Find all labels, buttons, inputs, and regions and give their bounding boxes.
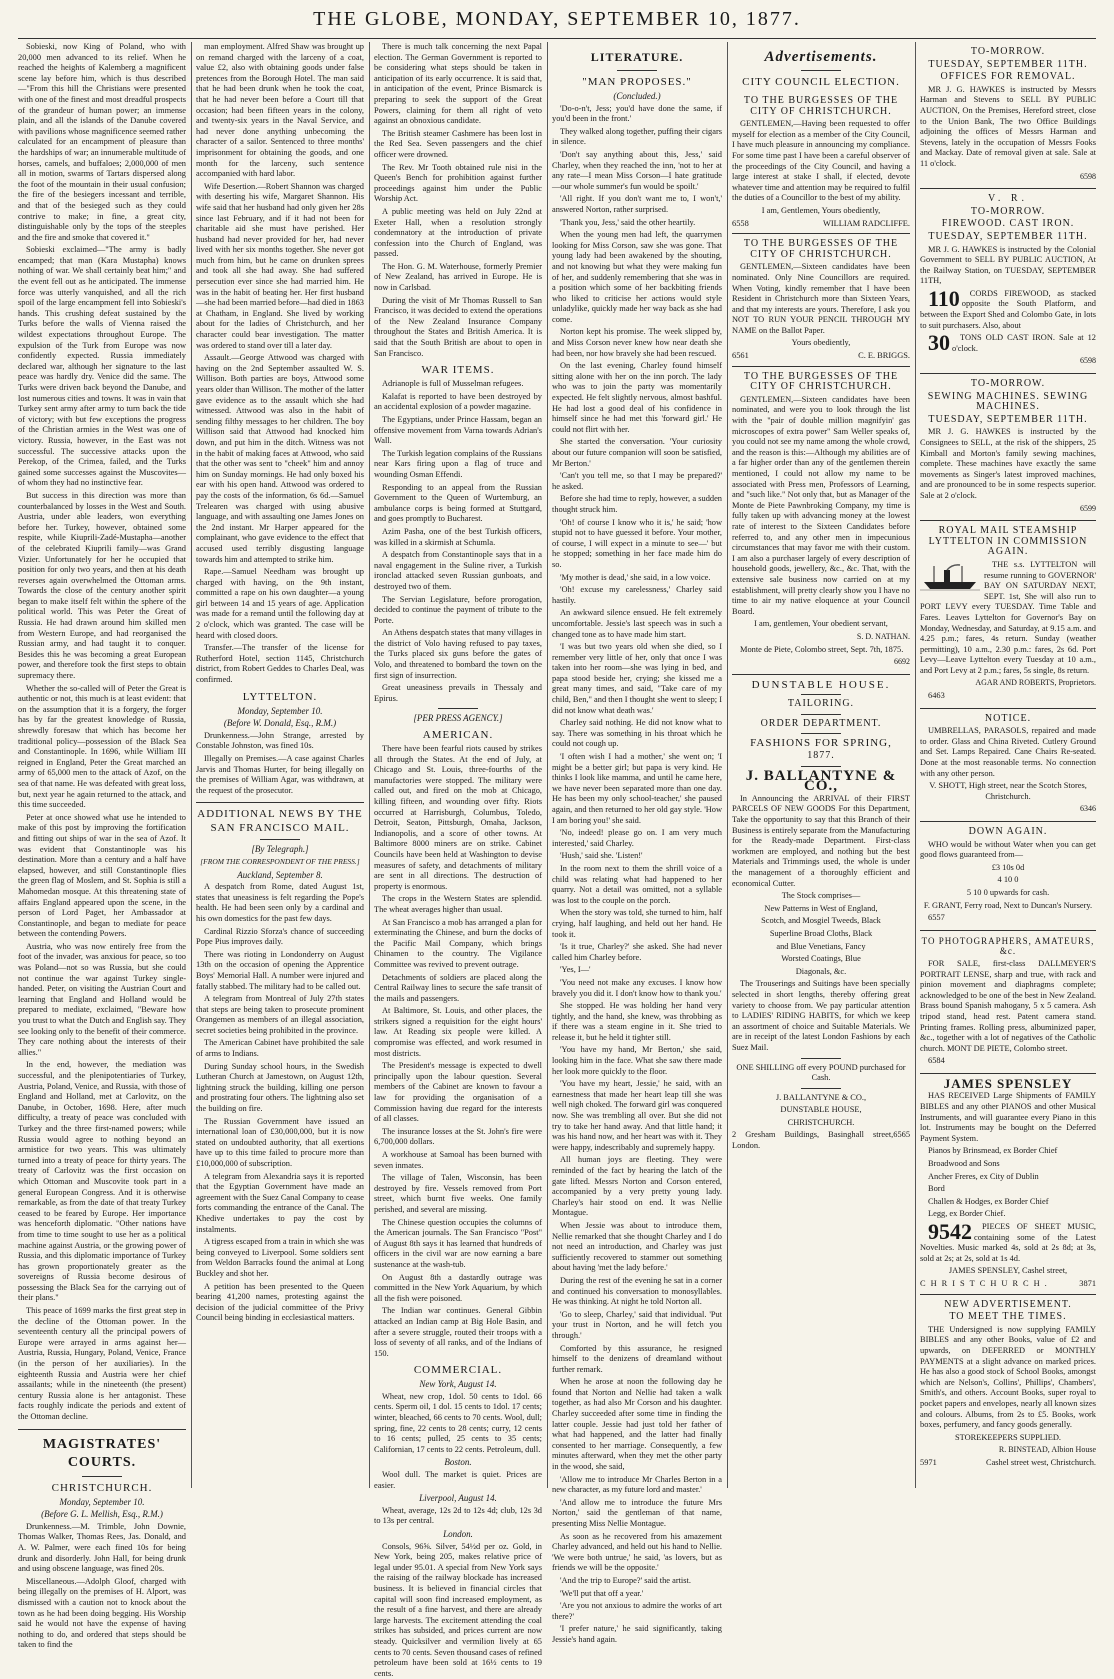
ad-sewing <box>920 374 1096 521</box>
ad-year: 1877. <box>807 750 835 762</box>
column-1 <box>18 42 186 1650</box>
ad-text: The Trouserings and Suitings have been specially selected in short lengths, thereby offering great variety to choose from. We pay particular attention to LADIES' RIDING HABITS, for which we keep an assortment of choice and Suitable Materials. We are in receipt of the latest London Fashions by each Suez Mail. <box>732 979 910 1052</box>
story-text <box>552 104 722 1646</box>
news-item: Responding to an appeal from the Russian Government to the Queen of Wurtemburg, an ambulance corps is being formed at Stuttgard, and goes promptly to Bucharest. <box>374 482 542 524</box>
steamship-icon <box>920 562 980 592</box>
stock-item: Diagonals, &c. <box>795 966 847 976</box>
article-paragraph: Sobieski, now King of Poland, who with 20,000 men advanced to its relief. When he reached the heights of Kalemberg a magnificent scene lay before him, which is thus described —"From this hill the Christians were presented with one of the finest and most dreadful prospects of the grandeur of human power; an immense plain, and all the islands of the Danube covered with pavilions whose magnificence seemed rather calculated for an encampment of pleasure than the hardships of war; an innumerable multitude of horses, camels, and buffaloes; 2,000,000 of men all in motion, swarms of Tartars dispersed along the foot of the mountain in their usual confusion; the fire of the besiegers incessant and terrible, and that of the besieged such as they could contrive to make; in fine, a great city, distinguishable only by the tops of the steeples and the fire and smoke that covered it." <box>18 42 186 242</box>
cords-number: 110 <box>928 285 960 311</box>
ad-text: GENTLEMEN,—Having been requested to offer myself for election as a member of the City Council, I have much pleasure in announcing my compliance. For some time past I have been a careful observer of the proceedings of the City Council, and having a large interest at stake I shall, if elected, devote whatever time and attention may be required to fulfil the duties of a Councillor to the best of my ability. <box>732 119 910 203</box>
stock-item: Worsted Coatings, Blue <box>781 954 861 964</box>
piano-item: Ancher Freres, ex City of Dublin <box>928 1171 1039 1181</box>
lyttelton-reports <box>196 731 364 797</box>
ad-text: HAS RECEIVED Large Shipments of FAMILY BIBLES and any other PIANOS and other Musical Instruments, and will guarantee every Piano in this lot. Instruments may be bought on the Deferred Payment System. <box>920 1091 1096 1143</box>
mail-from: [FROM THE CORRESPONDENT OF THE PRESS.] <box>200 856 360 866</box>
story-paragraph: 'Yes, I—' <box>560 965 591 975</box>
lyttelton-heading: LYTTELTON. <box>242 690 318 703</box>
story-paragraph: 'I was but two years old when she died, so I remember very little of her, only that once I was taken into her room—she was lying in bed, and papa stood beside her, crying; she kissed me a great many times, and said, "Take care of my child, Ben," and then I thought she went to sleep; I did not know what death was.' <box>552 642 722 715</box>
commercial-heading: COMMERCIAL. <box>413 1364 503 1377</box>
ad-tomorrow: TO-MORROW. <box>970 46 1046 57</box>
divider <box>801 733 841 734</box>
news-item: There have been fearful riots caused by strikes all through the States. At the end of July, at Chicago and St. Louis, three-fourths of the manufactories were stopped. The military were called out, and fired on the mob at Chicago, killing fifteen, and wounding over fifty. Riots occurred at Harrisburgh, Columbus, Toledo, Detroit, Seaton, Pittsburgh, Omaha, Jackson, Indianopolis, and a score of other towns. At Baltimore 8000 miners are on strike. Cabinet Councils have been held at Washington to devise measures of safety, and detachments of military are sent in all directions. The destruction of property is enormous. <box>374 744 542 891</box>
court-case: Assault.—George Attwood was charged with having on the 2nd September assaulted W. S. Willison. Both parties are boys, Attwood some years older than Willison. The mother of the latter gave evidence as to the assault which she had witnessed. Attwood was also in the habit of sending filthy messages to her children. The boy Willison said that Attwood had knocked him down, and put him in the ditch. Witness was not in the habit of making faces at Attwood, who said that the other was sent to "cheek" him and annoy him on Sunday mornings. He had only boxed his ear with his open hand. Attwood was ordered to pay the costs of the information, 6s 6d.—Samuel Trelearen was charged with using abusive language, and with assaulting one James Jones on the 2nd instant. Mr Harper appeared for the complainant, who gave evidence to the effect that accused used terribly disgusting language towards him and attempted to strike him. <box>196 353 364 564</box>
ad-heading: TO THE BURGESSES OF THE CITY OF CHRISTCHURCH. <box>743 95 899 117</box>
story-paragraph: She stopped. He was holding her hand very tightly, and the hand, she knew, was throbbing as if there was a steam engine in it. She tried to release it, but he held it tighter still. <box>552 1001 722 1042</box>
court-case: man employment. Alfred Shaw was brought up on remand charged with the larceny of a coat, value £2, also with obtaining goods under false pretences from the Borough Hotel. The man said that he had been drunk when he took the coat, that he had never been before a Court till that occasion; had been fifteen years in the colony, and twenty-six years in the Naval Service, and had never done anything unbecoming the character of a sailor. Sentenced to three months' imprisonment for obtaining the goods, and one month for the larceny, such sentence accompanied with hard labor. <box>196 42 364 179</box>
stock-list <box>732 904 910 978</box>
commercial-dateline: New York, August 14. <box>419 1379 497 1390</box>
divider <box>617 70 657 71</box>
liverpool-text: Wheat, average, 12s 2d to 12s 4d; club, 12s 3d to 13s per central. <box>374 1505 542 1526</box>
royal-cipher: V. R. <box>987 193 1029 205</box>
article-paragraph: Peter at once showed what use he intended to make of this post by improving the fortification and fitting out ships of war in the sea of Azof. It was evident that Constantinople was his destination. More than a century and a half have elapsed, however, and still Constantinople flies the green flag of Moslem, and St. Sophia is still a Mahomedan mosque. At this threatening state of affairs England appeared upon the scene, in the person of Lord Paget, her Ambassador at Constantinople, and began to mediate for peace between the contending Powers. <box>18 812 186 939</box>
divider <box>196 802 364 803</box>
article-paragraph: Sobieski exclaimed—"The army is badly encamped; that man (Kara Mustapha) knows nothing of war. We shall certainly beat him;" and the event fell out as he anticipated. The immense force was utterly vanquished, and all the rich spoil of the large encampment fell into Sobieski's hands. This crushing defeat sustained by the Turks before the walls of Vienna raised the wildest expectations throughout Europe. The expulsion of the Turk from Europe was now confidently expected. Russia immediately declared war, although her signature to the last peace was hardly dry. Venice did the same. The Turks were driven back beyond the Danube, and lost numerous cities and towns. It was in vain that Turkey sent army after army to turn back the tide of victory; with but few exceptions the progress of the Christian armies in the West was one of victory. Russia, however, in the East was not successful. The successive attacks upon the Perekop, of the Crimea, failed, and the Turks gained some successes against the Muscovites—of whom they had no instinctive fear. <box>18 245 186 488</box>
court-case: Miscellaneous.—Adolph Gloof, charged with being illegally on the premises of H. Alport, was dismissed with a caution not to knock about the town as he had been doing begging. His Worship said he would not have the expense of having nothing to do, and ordered that steps should be taken to find the <box>18 1576 186 1650</box>
news-item: A telegram from Montreal of July 27th states that steps are being taken to prosecute prominent Orangemen as members of an illegal association, secret societies being prohibited in the province. <box>196 994 364 1035</box>
ad-fashions: FASHIONS FOR SPRING, <box>750 737 892 750</box>
ad-ref: 6557 <box>928 913 945 923</box>
ad-ref: 5971 <box>920 1457 937 1467</box>
column-3 <box>374 42 542 1678</box>
masthead: THE GLOBE, MONDAY, SEPTEMBER 10, 1877. <box>313 8 801 30</box>
ad-signature: F. GRANT, Ferry road, Next to Duncan's Nursery. <box>923 900 1093 910</box>
news-item: The American Cabinet have prohibited the sale of arms to Indians. <box>196 1038 364 1059</box>
ad-text: GENTLEMEN,—Sixteen candidates have been nominated, and were you to look through the list with the "pair of double million magnifyin' gas microscopes of extra power" Sam Weller speaks of, you could not see my name among the whole crowd, and the reason is this:—Although my abilities are of a far higher order than any of the gentlemen therein mentioned, I could not allow my name to be associated with Press men, Professors of Learning, and "such like." Not only that, but as Manager of the Monte de Piete Pawnbroking Company, my time is fully taken up with advancing money at the lowest rate of interest to the Sixteen Candidates before referred to, and any other men in impecunious circumstances that may favor me with their custom. I am also a purchaser largely of every description of household goods, jewellery, &c., &c. That, with the extensive sale business now carried on at my establishment, will pretty clearly show you I have no time to air my native eloquence at your Council Board. <box>732 394 910 616</box>
news-item: Azim Pasha, one of the best Turkish officers, was killed in a skirmish at Schumla. <box>374 526 542 547</box>
ad-city: CHRISTCHURCH. <box>920 1278 1052 1288</box>
ad-signature: C. E. BRIGGS. <box>858 351 910 361</box>
courts-reports <box>18 1522 186 1651</box>
american-heading: AMERICAN. <box>422 729 494 742</box>
ad-text: THE Undersigned is now supplying FAMILY BIBLES and any other Books, value of £2 and upwards, on DEFERRED or MONTHLY PAYMENTS at a slight advance on marked prices. He has also a good stock of School Books, amongst which are Nelson's, Collins', Phillips', Chambers', Smith's, and others. Account Books, super royal to pocket papers and envelopes, nearly all known sizes and colours. Albums, from 2s to £5. Books, work boxes, perfumery, and fancy goods generally. <box>920 1324 1096 1430</box>
ad-ref: 6346 <box>1080 804 1096 814</box>
music-number: 9542 <box>928 1219 972 1244</box>
ad-ref: 6565 <box>893 1130 910 1140</box>
courts-bench: (Before G. L. Mellish, Esq., R.M.) <box>41 1509 163 1520</box>
ad-text: In Announcing the ARRIVAL of their FIRST PARCELS OF NEW GOODS For this Department, Take the opportunity to say that this Branch of their Business is entirely separate from the Manufacturing for the Ready-made Department. First-class workmen are employed, and nothing but the best Materials and Trimmings used, the whole is under the management of a thoroughly efficient and economical Cutter. <box>732 793 910 888</box>
american-items <box>374 744 542 1359</box>
article-paragraph: This peace of 1699 marks the first great step in the decline of the Ottoman power. In the seventeenth century all the principal powers of Europe were arrayed in arms against her—Austria, Russia, Hungary, Poland, Venice, France (in the person of her auxiliaries). In the eighteenth Russia and Austria were her chief assailants; while in the nineteenth (the present) century Russia alone is her antagonist. These facts roughly indicate the periods and extent of the Ottoman decline. <box>18 1306 186 1421</box>
court-case: Rape.—Samuel Needham was brought up charged with having, on the 9th instant, committed a rape on his own daughter—a young girl between 14 and 15 years of age. Application was made for a remand until the following day at 2 o'clock, which was granted. The case will be heard with closed doors. <box>196 567 364 640</box>
lyttelton-date: Monday, September 10. <box>237 705 323 716</box>
ad-ref: 6599 <box>1080 503 1096 513</box>
ad-heading: DOWN AGAIN. <box>968 826 1048 837</box>
ad-order: ORDER DEPARTMENT. <box>760 717 882 729</box>
story-paragraph: 'No, indeed! please go on. I am very much interested,' said Charley. <box>552 828 722 848</box>
ad-signature: R. BINSTEAD, Albion House <box>998 1445 1096 1455</box>
stock-item: Superline Broad Cloths, Black <box>769 928 873 938</box>
ad-close: Yours obediently, <box>791 338 851 348</box>
ad-heading: NOTICE. <box>984 712 1032 724</box>
ad-london: 2 Gresham Buildings, Basinghall street, London. <box>732 1130 894 1151</box>
news-item: Adrianople is full of Musselman refugees. <box>382 379 524 389</box>
boston-dateline: Boston. <box>444 1457 472 1468</box>
ad-briggs <box>732 234 910 367</box>
story-paragraph: During the rest of the evening he sat in a corner and continued his conversation to monosyllables. He was thinking. At night he told Norton all. <box>552 1275 722 1307</box>
ad-ref: 6598 <box>1080 356 1096 366</box>
ad-tomorrow: TO-MORROW. <box>970 378 1046 390</box>
ad-heading: TO MEET THE TIMES. <box>949 1311 1067 1323</box>
ad-heading: OFFICES FOR REMOVAL. <box>940 71 1076 83</box>
story-paragraph: 'And allow me to introduce the future Mrs Norton,' said the gentleman of that name, presenting Miss Nellie Montague. <box>552 1497 722 1528</box>
story-paragraph: 'I often wish I had a mother,' she went on; 'I might be a better girl; but papa is very kind. He thinks I look like mamma, and until he came here, we have never been separated more than one day. He has been my only school-teacher,' she paused again, and then returned to her old gay style. 'How I am boring you!' she said. <box>552 752 722 825</box>
ad-storekeepers: STOREKEEPERS SUPPLIED. <box>955 1432 1061 1442</box>
story-paragraph: All human joys are fleeting. They were reminded of the fact by hearing the latch of the gate lifted. Messrs Norton and Corson entered, accompanied by a very pretty young lady. Charley's hair stood on end. It was Nellie Montague. <box>552 1155 722 1218</box>
ad-nathan <box>732 367 910 675</box>
news-item: The Chinese question occupies the columns of the American journals. The San Francisco "Post" of August 8th says it has learned that hundreds of officers in the civil war are now earning a bare sustenance at the wash-tub. <box>374 1217 542 1269</box>
court-case: Drunkenness.—John Strange, arrested by Constable Johnston, was fined 10s. <box>196 730 364 751</box>
stock-item: Scotch, and Mosgiel Tweeds, Black <box>761 916 881 926</box>
tons-number: 30 <box>928 330 950 356</box>
ad-house: DUNSTABLE HOUSE, <box>780 1105 862 1115</box>
ad-tailoring: TAILORING. <box>787 698 855 710</box>
ad-signature: S. D. NATHAN. <box>856 631 910 641</box>
boston-text: Wool dull. The market is quiet. Prices are easier. <box>374 1470 542 1490</box>
piano-item: Broadwood and Sons <box>928 1159 1000 1169</box>
story-paragraph: Norton kept his promise. The week slipped by, and Miss Corson never knew how near death she had been, nor how bravely she had been rescued. <box>552 327 722 358</box>
ad-radcliffe <box>732 91 910 234</box>
cords-text: CORDS FIREWOOD, as stacked opposite the South Platform, and between the Export Shed and Colombo Gate, in lots to suit purchasers. Also, about <box>920 288 1096 330</box>
story-paragraph: 'We'll put that off a year.' <box>560 1588 644 1598</box>
election-heading: CITY COUNCIL ELECTION. <box>742 76 900 88</box>
divider <box>82 1476 122 1477</box>
news-item: At Baltimore, St. Louis, and other places, the strikers signed a requisition for the eight hours' law. At Reading six people were killed. A compromise was effected, and work resumed in most districts. <box>374 1006 542 1058</box>
story-paragraph: 'Is it true, Charley?' she asked. She had never called him Charley before. <box>552 942 722 962</box>
court-case: Drunkenness.—M. Trimble, John Downie, Thomas Walker, Thomas Rees, Jas. Donald, and A. W. Palmer, were each fined 10s for being drunk and disorderly. John Hall, for being drunk and using obscene language, was fined 20s. <box>18 1521 186 1574</box>
article-paragraph: In the end, however, the mediation was successful, and the plenipotentiaries of Turkey, Austria, Poland, Venice, and Russia, with those of England and Holland, met at Carlovitz, on the Danube, in October, 1698. Here, after much difficulty, a treaty of peace was concluded with Turkey and the three first-named powers; while Russia would agree to nothing beyond an armistice for two years. This was ultimately turned into a treaty of peace for thirty years. The treaty of Carlovitz was the first occasion on which Ottoman and Muscovite took part in a general European Congress. And it is otherwise remarkable, as from the date of that treaty Turkey ceased to be feared by Europe. Her importance was henceforth diplomatic. "Other nations have from time to time sought to use her as a political machine against Austria, or the growing power of Russia, and this diplomatic importance of Turkey has grown proportionately greater as the sovereigns of Russia become desirous of possessing the Black Sea for the carrying out of their plans." <box>18 1060 186 1303</box>
story-paragraph: 'You need not make any excuses. I know how bravely you did it. I don't know how to thank you.' <box>552 977 722 998</box>
story-paragraph: As soon as he recovered from his amazement Charley advanced, and held out his hand to Nellie. 'We were both untrue,' he said, 'as lovers, but as friends we will be the opposite.' <box>552 1531 722 1573</box>
story-paragraph: 'Allow me to introduce Mr Charles Berton in a new character, as my future lord and master.' <box>552 1474 722 1495</box>
story-paragraph: Before she had time to reply, however, a sudden thought struck him. <box>552 494 722 514</box>
ad-cash: ONE SHILLING off every POUND purchased for Cash. <box>736 1062 906 1083</box>
news-item: The insurance losses at the St. John's fire were 6,700,000 dollars. <box>374 1126 542 1147</box>
ad-dunstable <box>732 675 910 1156</box>
news-item: The Rev. Mr Tooth obtained rule nisi in the Queen's Bench for prohibition against further proceedings against him under the Public Worship Act. <box>374 162 542 204</box>
story-paragraph: When Jessie was about to introduce them, Nellie remarked that she thought Charley and I do not need an introduction, and Charley was just sufficiently recovered to stammer out something about having 'met the lady before.' <box>552 1220 722 1273</box>
ad-tomorrow: TO-MORROW. <box>970 205 1046 217</box>
story-paragraph: 'And the trip to Europe?' said the artist. <box>560 1575 691 1585</box>
mail-items <box>196 882 364 1324</box>
courts-continued <box>196 42 364 686</box>
divider <box>801 1088 841 1089</box>
price-list <box>920 863 1096 899</box>
music-text: PIECES OF SHEET MUSIC, containing some of the Latest Novelties. Music marked 4s, sold at 2s 8d; at 3s, sold at 2s; at 2s, sold at 1s 4d. <box>920 1222 1096 1263</box>
war-items <box>374 379 542 704</box>
news-item: The Hon. G. M. Waterhouse, formerly Premier of New Zealand, has arrived in Europe. He is now in Carlsbad. <box>374 261 542 293</box>
piano-item: Challen & Hodges, ex Border Chief <box>928 1196 1049 1206</box>
divider <box>801 1058 841 1059</box>
liverpool-dateline: Liverpool, August 14. <box>419 1493 497 1504</box>
mail-heading: ADDITIONAL NEWS BY THE SAN FRANCISCO MAIL. <box>197 808 363 835</box>
column-rule <box>727 42 728 1488</box>
courts-date: Monday, September 10. <box>59 1496 145 1507</box>
news-item: A telegram from Alexandria says it is reported that the Egyptian Government have made an agreement with the Suez Canal Company to cease forts commanding the entrance of the Canal. The Khedive undertakes to pay the cost by instalments. <box>196 1171 364 1234</box>
story-paragraph: When he arose at noon the following day he found that Norton and Nellie had taken a walk together, as had also Mr Corson and his daughter. Charley succeeded after some time in finding the latter couple. Jessie had just told her father of what had happened, and the latter had finally consented to her marriage. Consequently, a few minutes afterward, when they met the other party in the wood, she said, <box>552 1377 722 1472</box>
news-item: There is much talk concerning the next Papal election. The German Government is reported to be considering what steps should be taken in anticipation of its early occurrence. It is said that, in anticipation of the event, Prince Bismarck is preparing to seek the support of the Great Powers, claiming for them all right of veto against an obnoxious candidate. <box>374 42 542 126</box>
story-paragraph: 'Do-o-n't, Jess; you'd have done the same, if you'd been in the front.' <box>552 103 722 124</box>
news-item: The Indian war continues. General Gibbin attacked an Indian camp at Big Hole Basin, and after a severe struggle, routed their troops with a loss of seventy of all ranks, and of the Indians of 150. <box>374 1306 542 1358</box>
stock-item: New Patterns in West of England, <box>764 903 878 913</box>
story-paragraph: When the story was told, she turned to him, half crying, half laughing, and held out her hand. He took it. <box>552 908 722 939</box>
news-item: On August 8th a dastardly outrage was committed in the New York Aquarium, by which all the fish were poisoned. <box>374 1272 542 1303</box>
news-item: A petition has been presented to the Queen bearing 41,200 names, protesting against the decision of the judicial committee of the Privy Council being binding in ecclesiastical matters. <box>196 1281 364 1323</box>
piano-item: Pianos by Brinsmead, ex Border Chief <box>928 1146 1058 1156</box>
story-paragraph: They walked along together, puffing their cigars in silence. <box>552 126 722 147</box>
ad-photographers <box>920 931 1096 1074</box>
ad-place: Monte de Piete, Colombo street, Sept. 7th, 1875. <box>740 644 904 654</box>
story-paragraph: 'Thank you, Jess,' said the other heartily. <box>560 217 696 227</box>
ad-ref: 3871 <box>1079 1278 1096 1288</box>
news-item: The village of Talen, Wisconsin, has been destroyed by fire. Vessels removed from Port street, which burnt five weeks. One family perished, and several are missing. <box>374 1173 542 1214</box>
advertisements-heading: Advertisements. <box>764 49 878 65</box>
magistrates-heading: MAGISTRATES' COURTS. <box>42 1436 162 1470</box>
ad-heading: SEWING MACHINES. SEWING MACHINES. <box>927 390 1089 413</box>
ad-text: UMBRELLAS, PARASOLS, repaired and made to order. Glass and China Riveted. Cutlery Ground and Set. Lamps Repaired. Cane Chairs Re-seated. Done at the most reasonable terms. No connection with any other person. <box>920 726 1096 778</box>
mail-continued <box>374 42 542 359</box>
story-paragraph: In the room next to them the shrill voice of a child was relating what had happened to her quarry. Not a detail was omitted, not a syllable was lost to the couple on the porch. <box>552 863 722 905</box>
ad-text: MR J. G. HAWKES is instructed by the Consignees to SELL, at the risk of the shippers, 25 Kimball and Morton's family sewing machines, complete. These machines have exactly the same movements as Singer's latest improved machines, and are pronounced to be in some respects superior. Sale at 2 o'clock. <box>920 427 1096 500</box>
story-paragraph: 'All right. If you don't want me to, I won't,' answered Norton, rather surprised. <box>552 194 722 214</box>
column-5 <box>732 42 910 1488</box>
ad-heading: FIREWOOD. CAST IRON. <box>941 218 1075 230</box>
story-paragraph: When the young men had left, the quarrymen looking for Miss Corson, saw she was gone. That young lady had been awakened by the shouting, and not knowing but what they were making fun of her, and suddenly remembering that she was in a position which some of her backbiting friends who liked to criticise her actions would style unladylike, quickly made her way back as she had come. <box>552 230 722 324</box>
news-item: The Egyptians, under Prince Hassam, began an offensive movement from Varna towards Adrian's Wall. <box>374 415 542 446</box>
news-item: A tigress escaped from a train in which she was being conveyed to Liverpool. Some soldiers sent from Weldon Barracks found the animal at Long Buckley and shot her. <box>196 1237 364 1278</box>
divider <box>18 1429 186 1430</box>
story-paragraph: An awkward silence ensued. He felt extremely uncomfortable. Jessie's last speech was in such a changed tone as to have made him start. <box>552 608 722 639</box>
press-agency: [PER PRESS AGENCY.] <box>413 713 503 724</box>
piano-list <box>920 1146 1096 1220</box>
divider <box>801 70 841 71</box>
divider <box>801 714 841 715</box>
ad-spensley <box>920 1074 1096 1295</box>
column-2 <box>196 42 364 1488</box>
ad-ref: 6598 <box>1080 171 1096 181</box>
price-item: 4 10 0 <box>997 875 1019 885</box>
ad-city: CHRISTCHURCH. <box>787 1117 855 1127</box>
ad-heading: TO THE BURGESSES OF THE CITY OF CHRISTCHURCH. <box>743 370 899 393</box>
story-paragraph: On the last evening, Charley found himself sitting alone with her on the inn porch. The lady who was to join the party was momentarily expected. He felt slightly nervous, almost bashful. He had lost a good deal of his confidence in himself since he had met this 'forward girl.' He could not flirt with her. <box>552 361 722 434</box>
ad-ref: 6463 <box>928 691 945 701</box>
story-concluded: (Concluded.) <box>613 91 661 101</box>
ad-heading: TO THE BURGESSES OF THE CITY OF CHRISTCHURCH. <box>743 238 899 260</box>
ad-heading: TO PHOTOGRAPHERS, AMATEURS, &c. <box>921 935 1095 957</box>
ad-ref: 6561 <box>732 351 749 361</box>
mail-dateline: Auckland, September 8. <box>237 869 323 880</box>
ad-ref: 6558 <box>732 218 749 228</box>
ad-text: MR J. G. HAWKES is instructed by Messrs Harman and Stevens to SELL BY PUBLIC AUCTION, On the Premises, Hereford street, close to the Union Bank, The two Office Buildings adjoining the offices of Messrs Harman and Stevens, lately in the occupation of Messrs Fooks and Mackay. Date of removal given at sale. Sale at 11 o'clock. <box>920 84 1096 168</box>
story-paragraph: 'I prefer nature,' he said significantly, taking Jessie's hand again. <box>552 1624 722 1644</box>
masthead-rule <box>18 38 1096 39</box>
story-title: "MAN PROPOSES." <box>582 76 692 88</box>
ad-date: TUESDAY, SEPTEMBER 11TH. <box>928 58 1088 70</box>
london-dateline: London. <box>443 1529 473 1539</box>
article-paragraph: Austria, who was now entirely free from the foot of the invader, was anxious for peace, so too was Poland—not so was Russia, but she could not continue the war against Turkey single-handed. Peter, on visiting the Austrian Court and learning that England and Holland would be prepared to mediate, exclaimed, "Beware how you trust to what the Dutch and English say. They see looking only to the benefit of their commerce. They care nothing about the interests of their allies." <box>18 941 186 1057</box>
story-paragraph: 'My mother is dead,' she said, in a low voice. <box>560 572 711 582</box>
ad-steamship <box>920 521 1096 709</box>
court-case: Transfer.—The transfer of the license for Rutherford Hotel, section 1145, Christchurch district, from Robert Geddes to Charles Deal, was confirmed. <box>196 643 364 685</box>
column-rule <box>915 42 916 1488</box>
news-item: A despatch from Constantinople says that in a naval engagement in the Suline river, a Turkish ironclad attacked seven Russian gunboats, and destroyed two of them. <box>374 550 542 591</box>
story-paragraph: 'Don't say anything about this, Jess,' said Charley, when they reached the inn, 'not to her at any rate—I mean Miss Corson—I hate gratitude—our whole summer's fun would be spoilt.' <box>552 149 722 191</box>
ad-close: I am, Gentlemen, Yours obediently, <box>761 205 881 215</box>
ad-stock: The Stock comprises— <box>781 891 861 901</box>
ad-offices-removal <box>920 42 1096 189</box>
story-paragraph: 'Are you not anxious to admire the works of art there?' <box>552 1601 722 1621</box>
ad-date: TUESDAY, SEPTEMBER 11TH. <box>928 413 1088 425</box>
ad-close: I am, gentlemen, Your obedient servant, <box>754 619 888 629</box>
news-item: During the visit of Mr Thomas Russell to San Francisco, it was decided to extend the operations of the New Zealand Insurance Company throughout the States and British America. It is said that the South British are about to open in San Francisco. <box>374 295 542 358</box>
ad-signature: V. SHOTT, High street, near the Scotch Stores, Christchurch. <box>929 781 1087 801</box>
news-item: An Athens despatch states that many villages in the district of Volo having refused to pay taxes, the Turks placed six guns before the gates of Volo, and threatened to bombard the town on the first sign of insurrection. <box>374 628 542 680</box>
price-item: £3 10s 0d <box>991 862 1025 872</box>
column-4 <box>552 42 722 1644</box>
news-item: The Servian Legislature, before prorogation, decided to continue the payment of tribute to the Porte. <box>374 594 542 625</box>
story-paragraph: 'Can't you tell me, so that I may be prepared?' he asked. <box>552 471 722 491</box>
column-6 <box>920 42 1096 1488</box>
ad-ref: 6584 <box>928 1056 945 1066</box>
article-paragraph: Whether the so-called will of Peter the Great is authentic or not, this much is at least evident: that on the assumption that it is a forgery, the forger has by far the greatest knowledge of Russia, shrewdly foresaw that which has become her traditional policy—possession of the Black Sea and Constantinople. In 1696, while William III reigned in England, Peter the Great marched an army of 65,000 men to the attack of Azof, on the sea of that name. He was defeated with great loss, but, next year he again returned to the attack, and this time succeeded. <box>18 683 186 810</box>
lyttelton-bench: (Before W. Donald, Esq., R.M.) <box>223 718 337 729</box>
ad-new: NEW ADVERTISEMENT. <box>944 1298 1072 1310</box>
news-item: A workhouse at Samoal has been burned with seven inmates. <box>374 1150 542 1170</box>
news-item: The crops in the Western States are splendid. The wheat averages higher than usual. <box>374 894 542 914</box>
divider <box>438 708 478 709</box>
ad-signature: JAMES SPENSLEY, Cashel street, <box>948 1266 1068 1276</box>
ad-text: GENTLEMEN,—Sixteen candidates have been nominated. Only Nine Councillors are required. When Voting, kindly remember that I have been Resident in Christchurch more than Sixteen Years, and that my interests are yours. Therefore, I ask you NOT TO RUN YOUR PENCIL THROUGH MY NAME on the Ballot Paper. <box>732 262 910 335</box>
tons-text: TONS OLD CAST IRON. Sale at 12 o'clock. <box>952 333 1096 353</box>
news-item: The Turkish legation complains of the Russians near Kars firing upon a flag of truce and wounding Osman Effendi. <box>374 448 542 479</box>
ad-binstead <box>920 1295 1096 1473</box>
ad-address: Cashel street west, Christchurch. <box>985 1457 1096 1467</box>
stock-item: and Blue Venetians, Fancy <box>776 941 866 951</box>
ad-signature: WILLIAM RADCLIFFE. <box>822 218 910 228</box>
story-paragraph: 'Go to sleep, Charley,' said that individual. 'Put your trust in Norton, and he will fetch you through.' <box>552 1309 722 1340</box>
piano-item: Bord <box>928 1184 945 1194</box>
article-paragraph: But success in this direction was more than counterbalanced by losses in the West and South. Austria, under able leaders, won everything before her. Turkey, however, obtained some respite, while Kiuprili-Zadé-Mustapha—another of the celebrated Kiuprili family—was Grand Vizier. Unfortunately for her he occupied that position for only two years, and then at his death reverses again overwhelmed the Ottoman arms. Towards the close of the century another spirit began to make itself felt within the sphere of the political world. This was Peter the Great of Russia. He had drawn around him skilled men from Western Europe, and had reorganised the Russian army, and had taught it to conquer. Besides this he was becoming a great European power, and therefore took the first steps to obtain supremacy there. <box>18 490 186 681</box>
mail-sub: [By Telegraph.] <box>251 844 309 855</box>
ad-signature: AGAR AND ROBERTS, Proprietors. <box>975 678 1096 688</box>
column-rule <box>191 42 192 1488</box>
story-paragraph: Comforted by this assurance, he resigned himself to the denizens of dreamland without further remark. <box>552 1343 722 1374</box>
news-item: A despatch from Rome, dated August 1st, states that uneasiness is felt regarding the Pope's health. He had been seen only by a cardinal and his own domestics for the past few days. <box>196 882 364 923</box>
ad-date: TUESDAY, SEPTEMBER 11TH. <box>928 230 1088 242</box>
divider <box>801 694 841 695</box>
news-item: The Russian Government have issued an international loan of £30,000,000, but it is now stated on undoubted authority, that all exertions have up to this time failed to procure more than £10,000,000 of subscription. <box>196 1116 364 1168</box>
story-paragraph: Charley said nothing. He did not know what to say. There was something in his throat which he could not cough up. <box>552 718 722 749</box>
column-rule <box>369 42 370 1488</box>
news-item: Kalafat is reported to have been destroyed by an accidental explosion of a powder magazine. <box>374 391 542 412</box>
divider <box>260 839 300 840</box>
price-item: 5 10 0 upwards for cash. <box>966 887 1050 897</box>
ad-text: THE s.s. LYTTELTON will resume running to GOVERNOR' BAY ON SATURDAY NEXT, SEPT. 1st, She will also run to PORT LEVY every TUESDAY. Time Table and Fares. Leaves Lyttelton for Governor's Bay on Monday, Wednesday, and Saturday, at 9.15 a.m. and 4.25 p.m.; fares, 4s return. Sunday (weather permitting), 10 a.m., 2.30 p.m.: fares, 2s 6d. Port Levy—Leave Lyttelton every Tuesday at 10 a.m., and Port Levy at 2 p.m.; fares, 5s single, 8s return. <box>920 559 1096 675</box>
news-item: The British steamer Cashmere has been lost in the Red Sea. Seven passengers and the chief officer were drowned. <box>374 128 542 159</box>
story-paragraph: She started the conversation. 'Your curiosity about our future companion will soon be satisfied, Mr Berton.' <box>552 437 722 468</box>
news-item: Cardinal Rizzio Sforza's chance of succeeding Pope Pius improves daily. <box>196 926 364 947</box>
news-item: Detachments of soldiers are placed along the Central Railway lines to secure the safe transit of the mails and passengers. <box>374 972 542 1003</box>
ad-umbrellas <box>920 709 1096 822</box>
ad-signature: J. BALLANTYNE & CO., <box>775 1092 867 1102</box>
news-item: There was rioting in Londonderry on August 13th on the occasion of opening the Apprentice Boys' Memorial Hall. A number were injured and fatally stabbed. The military had to be called out. <box>196 949 364 991</box>
ad-firm: J. BALLANTYNE & CO., <box>745 767 897 795</box>
commercial-items <box>374 1392 542 1456</box>
piano-item: Legg, ex Border Chief. <box>928 1209 1006 1219</box>
story-paragraph: 'Oh! excuse my carelessness,' Charley said hastily. <box>552 585 722 605</box>
london-text: Consols, 96⅝. Silver, 54½d per oz. Gold, in New York, being 205, makes relative price of legal under 95.01. A special from New York says the raising of the railway blockade has increased business. It is believed in financial circles that capital will soon find increased employment, as the result of a fine harvest, and there are already large harvests. The excitement attending the coal strikes has subsided, and prices current are now steady. Quicksilver and vermilion lively at 65 cents to 70 cents. Seven thousand cases of refined petroleum have been sold at 16½ cents to 19 cents. <box>374 1541 542 1678</box>
column-rule <box>547 42 548 1488</box>
court-case: Wife Desertion.—Robert Shannon was charged with deserting his wife, Margaret Shannon. His wife said that her husband had only given her 28s since last February, and if it had not been for charitable aid she must have perished. Her husband had never provided for her, had never lived with her six months together. She never got much from him, but he came on drunken sprees and took all she had away. She had suffered persecution ever since she had married him. He was in the habit of beating her. Her first husband—she had been married before—had died in 1863 at Chatham, in England. She lived by working about for the ladies of Christchurch, and her character could bear investigation. The matter was ordered to stand over till a later day. <box>196 181 364 350</box>
war-heading: WAR ITEMS. <box>421 364 495 377</box>
history-article <box>18 42 186 1423</box>
ad-text: FOR SALE, first-class DALLMEYER'S PORTRAIT LENSE, sharp and true, with rack and pinion movement and diaphragms complete; acknowledged to be one of the best in New Zealand. Brass bound Spanish mahogany, 5 x 5 camera. Ash tripod stand, head rest. Patent camera stand. Printing frames. Rolling press, albuminized paper, &c., together with a lot of negatives of the Catholic church. MONT DE PIETE, Colombo street. <box>920 958 1096 1053</box>
ad-text: MR J. G. HAWKES is instructed by the Colonial Government to SELL BY PUBLIC AUCTION, At the Railway Station, on TUESDAY, SEPTEMBER 11TH, <box>920 244 1096 286</box>
ad-heading: ROYAL MAIL STEAMSHIP LYTTELTON IN COMMISSION AGAIN. <box>928 525 1088 558</box>
courts-place: CHRISTCHURCH. <box>51 1481 153 1494</box>
court-case: Illegally on Premises.—A case against Charles Jarvis and Thomas Hurter, for being illegally on the premises of William Agar, was withdrawn, at the request of the prosecutor. <box>196 754 364 795</box>
news-item: A public meeting was held on July 22nd at Exeter Hall, when a resolution strongly condemnatory at the introduction of private confession into the Church of England, was passed. <box>374 206 542 259</box>
story-paragraph: 'Oh! of course I know who it is,' he said; 'how stupid not to have guessed it before. Your mother, of course, I will expect in a minute to see—' but he stopped; something in her face made him do so. <box>552 517 722 569</box>
news-item: The President's message is expected to dwell principally upon the labour question. Several members of the Cabinet are known to favour a law for providing the organisation of a Commission having due regard for the interests of all classes. <box>374 1061 542 1124</box>
ad-firewood <box>920 189 1096 374</box>
market-report: Wheat, new crop, 1dol. 50 cents to 1dol. 66 cents. Sperm oil, 1 dol. 15 cents to 1dol. 17 cents; winter, bleached, 66 cents to 70 cents. Wool, dull; spring, fine, 22 cents to 28 cents; curry, 12 cents to 16 cents; pulled, 25 cents to 35 cents; Californian, 17 cents to 22 cents. Petroleum, dull. <box>374 1391 542 1454</box>
news-item: During Sunday school hours, in the Swedish Lutheran Church at Jamestown, on August 12th, lightning struck the building, killing one person and prostrating four others. The lightning also set the building on fire. <box>196 1061 364 1114</box>
divider <box>801 766 841 767</box>
story-paragraph: 'You have my hand, Mr Berton,' she said, looking him in the face. What she saw there made her look more quickly to the floor. <box>552 1045 722 1076</box>
ad-heading: DUNSTABLE HOUSE. <box>751 678 891 691</box>
ad-ref: 6692 <box>894 657 910 667</box>
news-item: At San Francisco a mob has arranged a plan for exterminating the Chinese, and burn the docks of the Pacific Mail Company, which brings Chinamen to the country. The Vigilance Committee was revived to prevent outrage. <box>374 917 542 969</box>
literature-heading: LITERATURE. <box>590 50 684 64</box>
ad-heading: JAMES SPENSLEY <box>943 1075 1073 1091</box>
ad-text: WHO would be without Water when you can get good flows guaranteed from— <box>920 839 1096 860</box>
story-paragraph: 'Hush,' said she. 'Listen!' <box>560 851 643 861</box>
ad-water <box>920 822 1096 931</box>
news-item: Great uneasiness prevails in Thessaly and Epirus. <box>374 683 542 703</box>
story-paragraph: 'You have my heart, Jessie,' he said, with an earnestness that made her heart leap till she was well nigh choked. The forward girl was conquered now. She was trembling all over. But she did not try to take her hand away. And that little hand; it was his hand now, and her heart was with it. They were happy, indescribably and supremely happy. <box>552 1079 722 1152</box>
